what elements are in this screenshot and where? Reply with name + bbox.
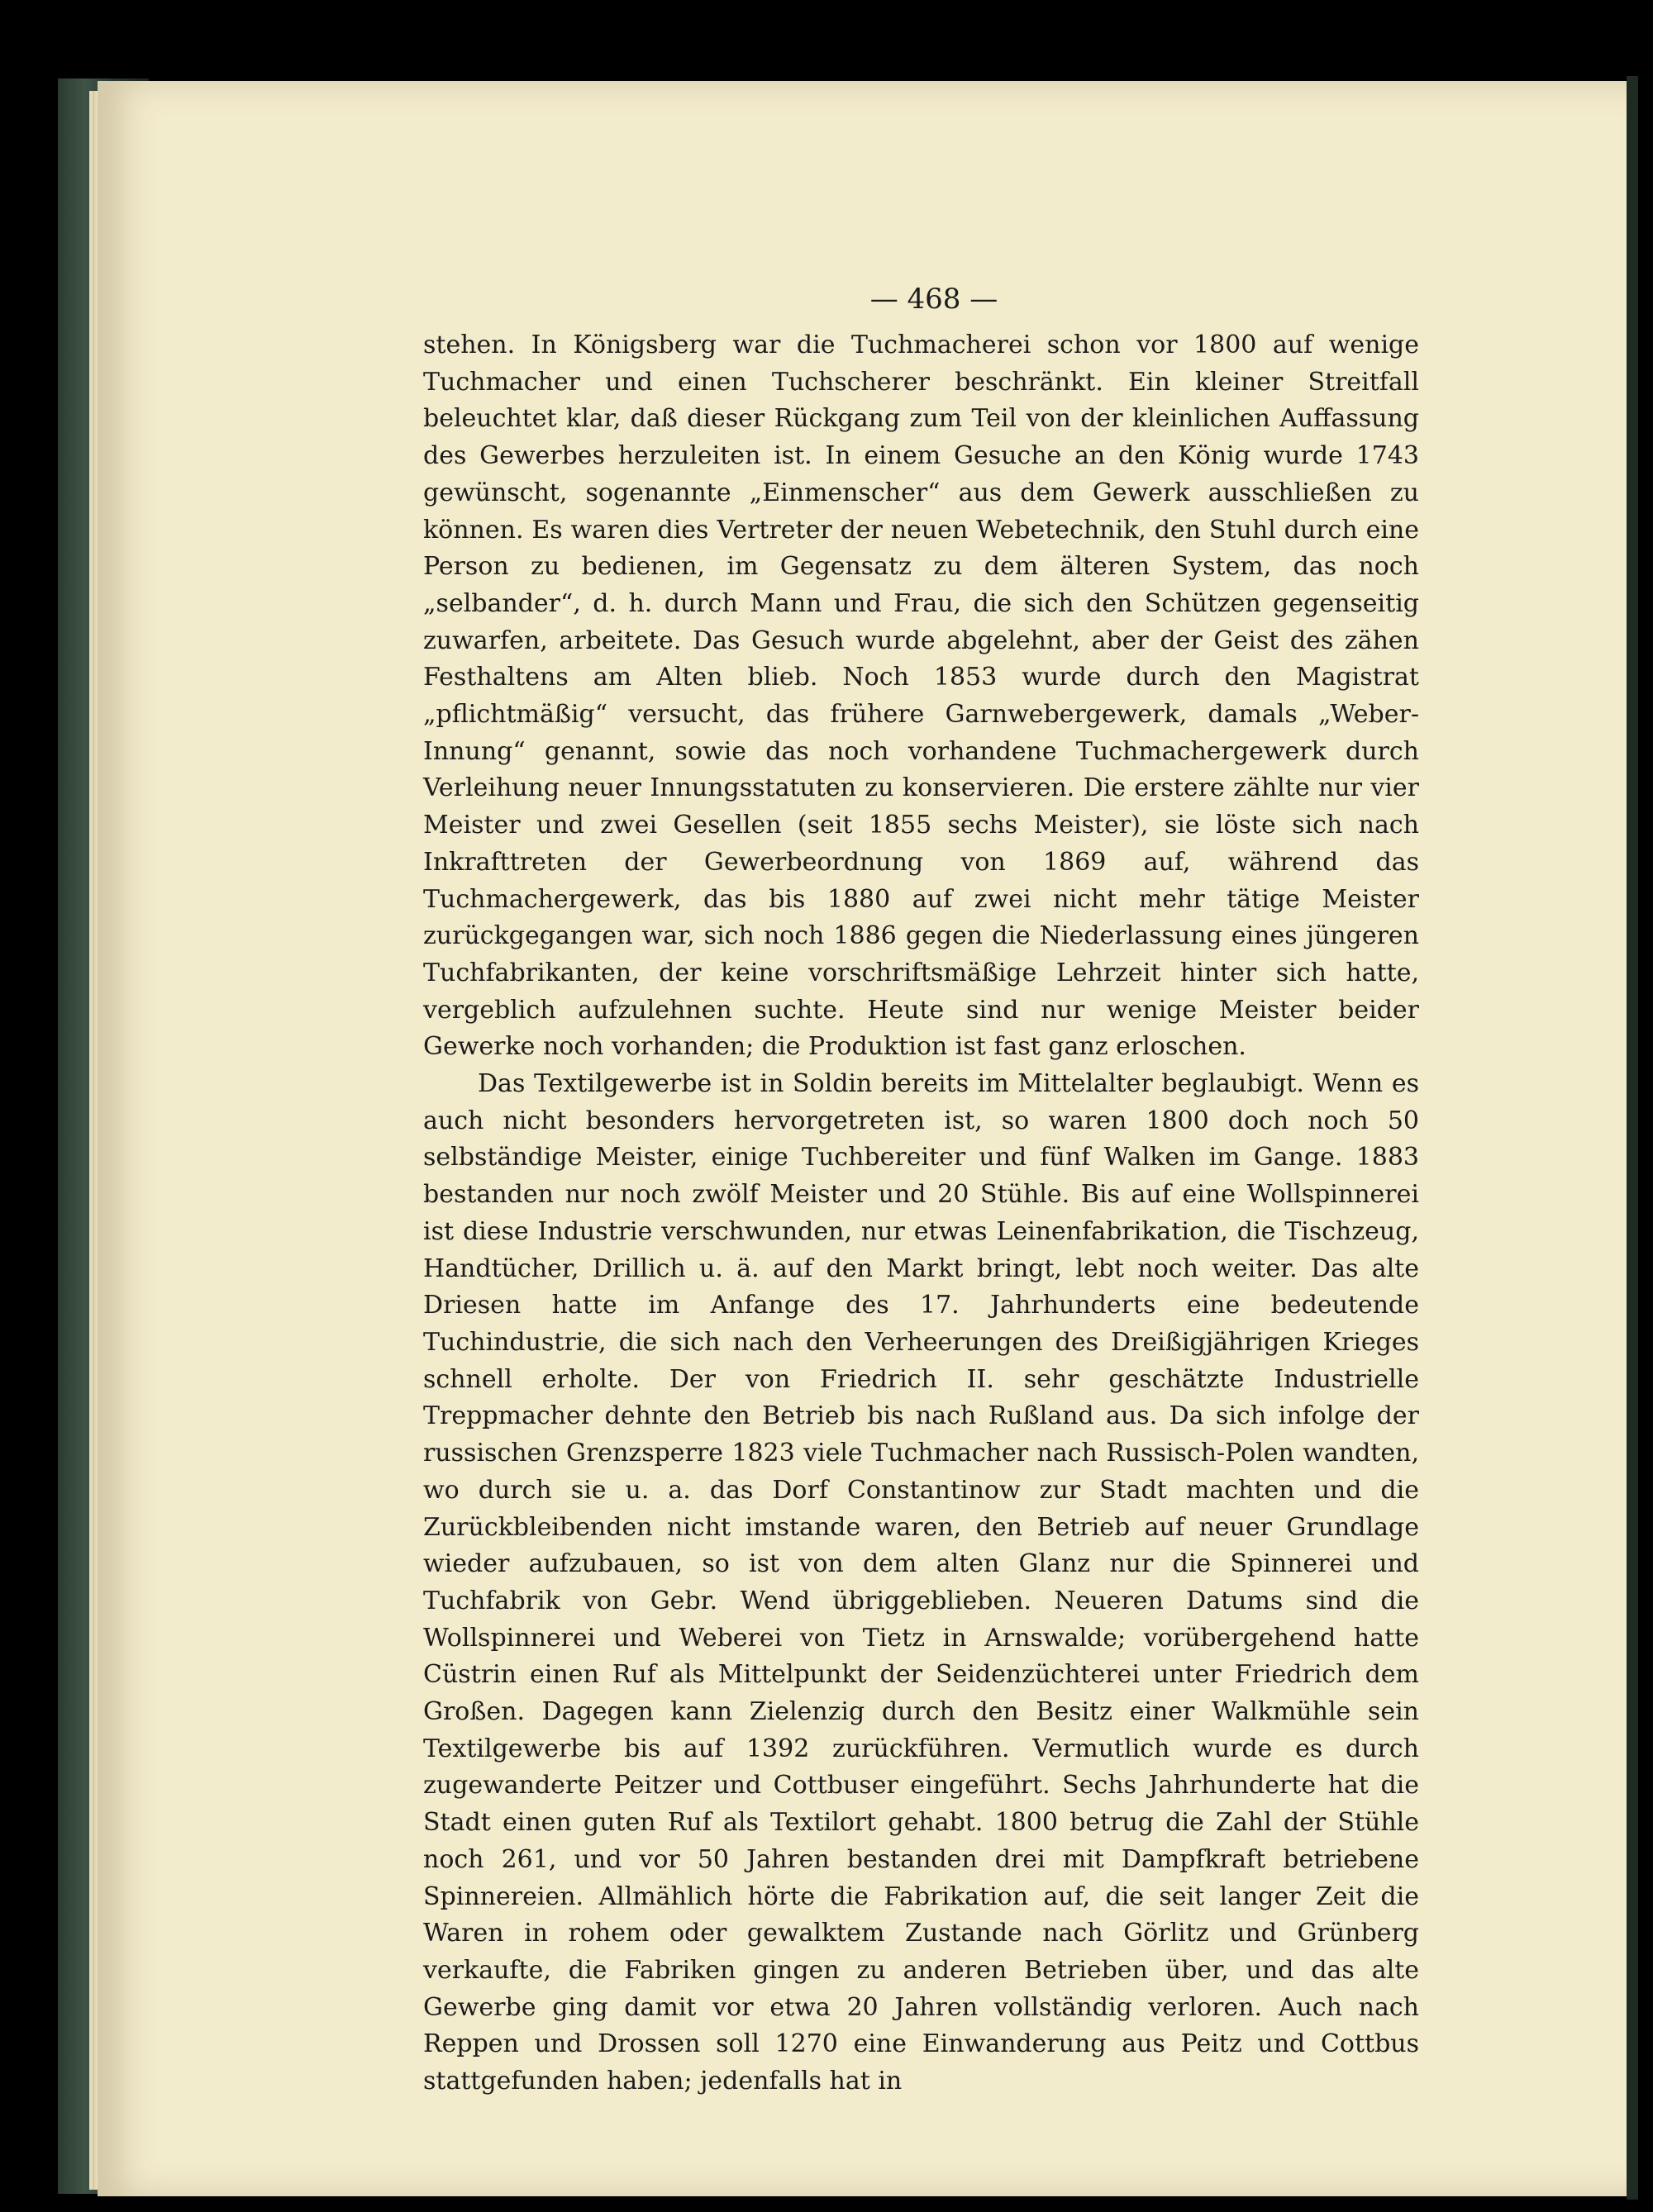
paragraph-2: Das Textilgewerbe ist in Soldin bereits im Mittelalter beglaubigt. Wenn es auch nicht besonders hervorgetreten ist, so waren 1800 doch noch 50 selbständige Meister, einige Tuchbereiter und fünf Walken im Gange. 1883 bestanden nur noch zwölf Meister und 20 Stühle. Bis auf eine Wollspinnerei ist diese Industrie verschwunden, nur etwas Leinenfabrikation, die Tischzeug, Handtücher, Drillich u. ä. auf den Markt bringt, lebt noch weiter. Das alte Driesen hatte im Anfange des 17. Jahrhunderts eine bedeutende Tuchindustrie, die sich nach den Verheerungen des Dreißigjährigen Krieges schnell erholte. Der von Friedrich II. sehr geschätzte Industrielle Treppmacher dehnte den Betrieb bis nach Rußland aus. Da sich infolge der russischen Grenzsperre 1823 viele Tuchmacher nach Russisch-Polen wandten, wo durch sie u. a. das Dorf Constantinow zur Stadt machten und die Zurückbleibenden nicht imstande waren, den Betrieb auf neuer Grundlage wieder aufzubauen, so ist von dem alten Glanz nur die Spinnerei und Tuchfabrik von Gebr. Wend übriggeblieben. Neueren Datums sind die Wollspinnerei und Weberei von Tietz in Arnswalde; vorübergehend hatte Cüstrin einen Ruf als Mittelpunkt der Seidenzüchterei unter Friedrich dem Großen. Dagegen kann Zielenzig durch den Besitz einer Walkmühle sein Textilgewerbe bis auf 1392 zurückführen. Vermutlich wurde es durch zugewanderte Peitzer und Cottbuser eingeführt. Sechs Jahrhunderte hat die Stadt einen guten Ruf als Textilort gehabt. 1800 betrug die Zahl der Stühle noch 261, und vor 50 Jahren bestanden drei mit Dampfkraft betriebene Spinnereien. Allmählich hörte die Fabrikation auf, die seit langer Zeit die Waren in rohem oder gewalktem Zustande nach Görlitz und Grünberg verkaufte, die Fabriken gingen zu anderen Betrieben über, und das alte Gewerbe ging damit vor etwa 20 Jahren vollständig verloren. Auch nach Reppen und Drossen soll 1270 eine Einwanderung aus Peitz und Cottbus stattgefunden haben; jedenfalls hat in (423, 1069, 1419, 2096)
paragraph-1: stehen. In Königsberg war die Tuchmacherei schon vor 1800 auf wenige Tuchmacher und einen Tuchscherer beschränkt. Ein kleiner Streitfall beleuchtet klar, daß dieser Rückgang zum Teil von der kleinlichen Auffassung des Gewerbes herzuleiten ist. In einem Gesuche an den König wurde 1743 gewünscht, sogenannte „Einmenscher“ aus dem Gewerk ausschließen zu können. Es waren dies Vertreter der neuen Webetechnik, den Stuhl durch eine Person zu bedienen, im Gegensatz zu dem älteren System, das noch „selbander“, d. h. durch Mann und Frau, die sich den Schützen gegenseitig zuwarfen, arbeitete. Das Gesuch wurde abgelehnt, aber der Geist des zähen Festhaltens am Alten blieb. Noch 1853 wurde durch den Magistrat „pflichtmäßig“ versucht, das frühere Garnwebergewerk, damals „Weber-Innung“ genannt, sowie das noch vorhandene Tuchmachergewerk durch Verleihung neuer Innungsstatuten zu konservieren. Die erstere zählte nur vier Meister und zwei Gesellen (seit 1855 sechs Meister), sie löste sich nach Inkrafttreten der Gewerbeordnung von 1869 auf, während das Tuchmachergewerk, das bis 1880 auf zwei nicht mehr tätige Meister zurückgegangen war, sich noch 1886 gegen die Niederlassung eines jüngeren Tuchfabrikanten, der keine vorschriftsmäßige Lehrzeit hinter sich hatte, vergeblich aufzulehnen suchte. Heute sind nur wenige Meister beider Gewerke noch vorhanden; die Produktion ist fast ganz erloschen. (423, 331, 1419, 1062)
page-body (423, 327, 1419, 2100)
page-number: — 468 — (869, 283, 998, 316)
book-spine-right (1627, 76, 1638, 2200)
